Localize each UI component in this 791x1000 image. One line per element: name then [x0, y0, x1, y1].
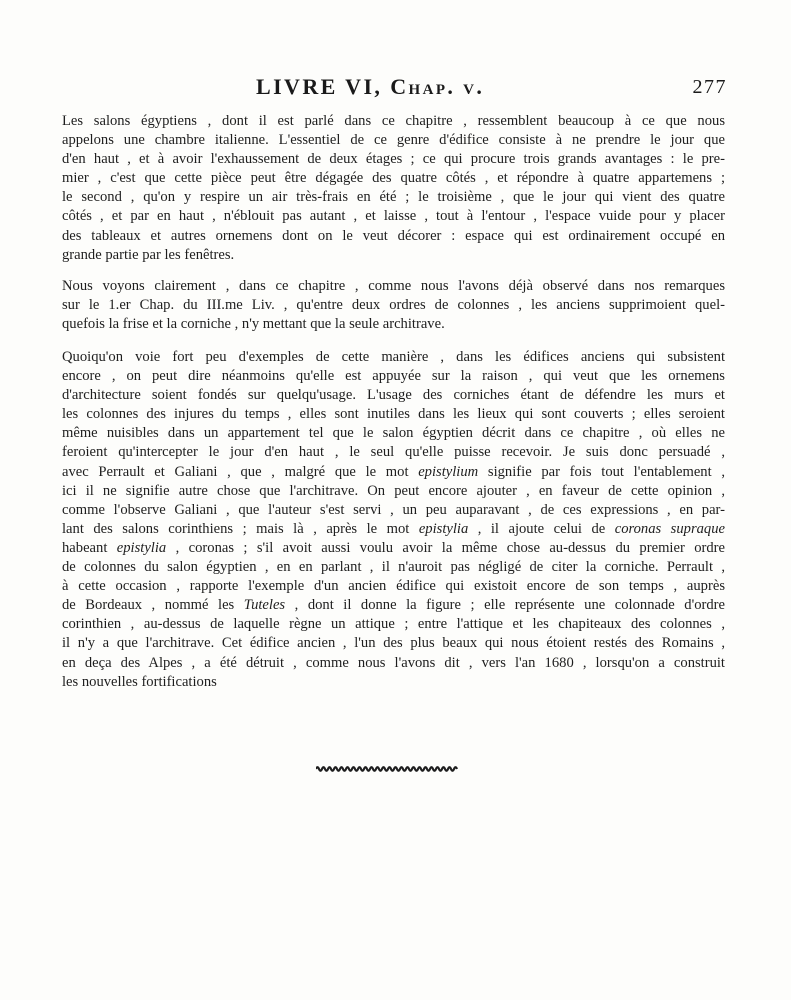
italic-term: coronas supraque: [614, 520, 725, 537]
text-line: le second , qu'on y respire un air très-frais en été ; le troisième , que le jour qui vient des quatre: [62, 189, 725, 206]
text-line: il n'y a que l'architrave. Cet édifice ancien , l'un des plus beaux qui nous étoient restés des Romains ,: [62, 635, 725, 652]
italic-term: epistylium: [418, 463, 479, 480]
text-line: Les salons égyptiens , dont il est parlé dans ce chapitre , ressemblent beaucoup à ce que nous: [62, 113, 725, 129]
text-line: les nouvelles fortifications: [62, 673, 217, 690]
text-line: de colonnes du salon égyptien , en en parlant , il n'auroit pas négligé de citer la corniche. Perrault ,: [62, 559, 725, 576]
text-line: Nous voyons clairement , dans ce chapitre , comme nous l'avons déjà observé dans nos remarques: [62, 278, 725, 294]
text-line: quefois la frise et la corniche , n'y mettant que la seule architrave.: [62, 316, 445, 333]
text-line: à cette occasion , rapporte l'exemple d'un ancien édifice qui existoit encore de son temps , auprès: [62, 578, 725, 595]
text-line: les colonnes des injures du temps , elles sont inutiles dans les lieux qui sont couverts ; elles seroient: [62, 406, 725, 423]
text-line: mier , c'est que cette pièce peut être dégagée des quatre côtés , et répondre à quatre appartemens ;: [62, 170, 725, 187]
text-line: feroient qu'intercepter le jour d'en haut , le seul qu'elle puisse recevoir. Je suis donc persuadé ,: [62, 444, 725, 461]
wavy-rule-ornament: [316, 765, 459, 773]
text-line: habeant epistylia , coronas ; s'il avoit aussi voulu avoir la même chose au-dessus du premier ordre: [62, 539, 725, 556]
text-line: Quoiqu'on voie fort peu d'exemples de cette manière , dans les édifices anciens qui subsistent: [62, 349, 725, 365]
text-line: avec Perrault et Galiani , que , malgré que le mot epistylium signifie par fois tout l'entablement ,: [62, 463, 725, 480]
text-line: des tableaux et autres ornemens dont on le veut décorer : espace qui est ordinairement occupé en: [62, 227, 725, 244]
text-line: grande partie par les fenêtres.: [62, 246, 235, 263]
page-number: 277: [692, 76, 727, 98]
text-line: sur le 1.er Chap. du III.me Liv. , qu'entre deux ordres de colonnes , les anciens supprimoient quel-: [62, 297, 725, 314]
italic-term: epistylia: [418, 520, 469, 537]
running-header: [0, 74, 791, 104]
chapter-title: LIVRE VI, Chap. v.: [256, 74, 485, 99]
paragraph-1: [62, 112, 725, 265]
text-line: côtés , et par en haut , n'éblouit pas autant , et laisse , tout à l'entour , l'espace vuide pour y placer: [62, 208, 725, 225]
text-line: en deça des Alpes , a été détruit , comme nous l'avons dit , vers l'an 1680 , lorsqu'on a construit: [62, 654, 725, 671]
italic-term: Tuteles: [243, 597, 286, 614]
text-line: même nuisibles dans un appartement tel que le salon égyptien décrit dans ce chapitre , où elles ne: [62, 425, 725, 442]
text-line: corinthien , au-dessus de laquelle règne un attique ; entre l'attique et les chapiteaux des colonnes ,: [62, 616, 725, 633]
paragraph-2: [62, 277, 725, 334]
text-line: encore , on peut dire néanmoins qu'elle est appuyée sur la raison , qui veut que les ornemens: [62, 368, 725, 385]
text-line: d'architecture soient fondés sur quelqu'usage. L'usage des corniches étant de défendre les murs et: [62, 387, 725, 404]
text-line: appelons une chambre italienne. L'essentiel de ce genre d'édifice consiste à ne prendre le jour que: [62, 132, 725, 149]
text-line: de Bordeaux , nommé les Tuteles , dont il donne la figure ; elle représente une colonnade d'ordre: [62, 597, 725, 614]
text-line: lant des salons corinthiens ; mais là , après le mot epistylia , il ajoute celui de coronas supraque: [62, 520, 725, 537]
text-line: ici il ne signifie autre chose que l'architrave. On peut encore ajouter , en faveur de cette opinion ,: [62, 482, 725, 499]
text-line: d'en haut , et à avoir l'exhaussement de deux étages ; ce qui procure trois grands avantages : le pre-: [62, 151, 725, 168]
text-line: comme l'observe Galiani , que l'auteur s'est servi , un peu auparavant , de ces expressions , en par-: [62, 501, 725, 518]
paragraph-3: [62, 348, 725, 692]
wavy-rule-path: [316, 767, 457, 771]
italic-term: epistylia: [116, 539, 167, 556]
